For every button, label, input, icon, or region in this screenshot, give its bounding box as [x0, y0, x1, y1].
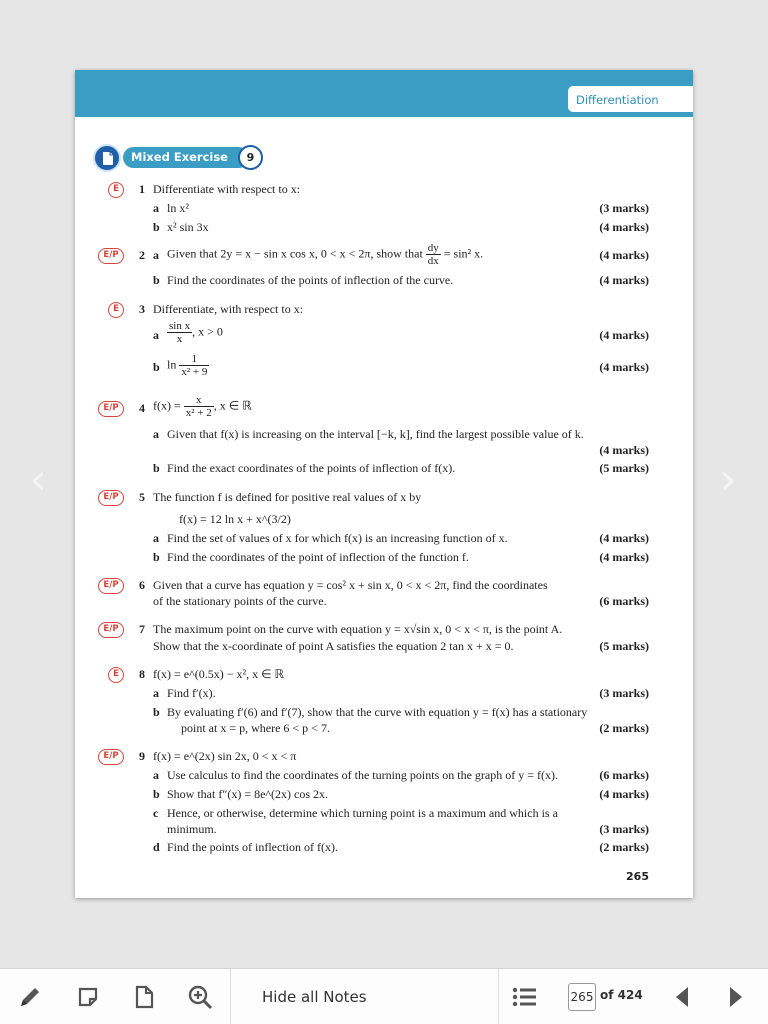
list-icon[interactable]: [510, 983, 538, 1011]
part-label: b: [153, 461, 160, 475]
exercise-number: 9: [238, 145, 263, 170]
marks: (4 marks): [599, 531, 649, 545]
prev-icon[interactable]: [668, 983, 696, 1011]
page-number-input[interactable]: 265: [568, 983, 596, 1011]
total-pages: of 424: [600, 988, 643, 1002]
note-icon[interactable]: [74, 983, 102, 1011]
question-text: [153, 394, 252, 424]
part-text-line2: minimum.: [167, 822, 217, 836]
toolbar-divider: [230, 969, 231, 1024]
document-icon: [93, 144, 121, 172]
part-text: Show that f″(x) = 8e^(2x) cos 2x.: [167, 787, 329, 801]
part-text: [167, 320, 223, 350]
question-text: Differentiate, with respect to x:: [153, 302, 304, 316]
part-label: b: [153, 787, 160, 801]
question-number: 8: [139, 667, 145, 681]
next-page-arrow-icon[interactable]: ›: [719, 454, 737, 505]
fraction-numerator: x: [184, 394, 214, 407]
zoom-in-icon[interactable]: [186, 983, 214, 1011]
question-text: The function f is defined for positive real values of x by: [153, 490, 422, 504]
fraction-numerator: 1: [179, 353, 209, 366]
page-icon[interactable]: [130, 983, 158, 1011]
function-fraction: [184, 394, 214, 419]
part-label: a: [153, 427, 159, 441]
fraction-numerator: sin x: [169, 320, 191, 332]
exam-problem-badge: E/P: [98, 248, 124, 264]
exam-problem-badge: E/P: [98, 401, 124, 417]
part-label: b: [153, 550, 160, 564]
part-text-tail: , x > 0: [192, 324, 223, 339]
marks: (5 marks): [599, 639, 649, 653]
question-number: 6: [139, 578, 145, 592]
question-number: 4: [139, 401, 145, 415]
function-definition: f(x) =: [153, 398, 181, 413]
part-text-main: ln: [167, 357, 177, 372]
part-text: [167, 353, 209, 383]
formula: f(x) = 12 ln x + x^(3/2): [179, 512, 291, 526]
reciprocal-fraction: [179, 353, 209, 378]
marks: (3 marks): [599, 822, 649, 836]
question-text: f(x) = e^(2x) sin 2x, 0 < x < π: [153, 749, 297, 763]
marks: (3 marks): [599, 686, 649, 700]
question-text: Differentiate with respect to x:: [153, 182, 301, 196]
marks: (6 marks): [599, 768, 649, 782]
book-page: [75, 70, 693, 898]
marks: (3 marks): [599, 201, 649, 215]
part-text-tail: = sin² x.: [443, 246, 484, 261]
part-text: Find f′(x).: [167, 686, 216, 700]
prev-page-arrow-icon[interactable]: ‹: [29, 454, 47, 505]
question-number: 1: [139, 182, 145, 196]
marks: (2 marks): [599, 721, 649, 735]
marks: (6 marks): [599, 594, 649, 608]
question-text-line2: Show that the x-coordinate of point A satisfies the equation 2 tan x + x = 0.: [153, 639, 514, 653]
pencil-icon[interactable]: [16, 983, 44, 1011]
part-label: b: [153, 705, 160, 719]
part-text: By evaluating f′(6) and f′(7), show that the curve with equation y = f(x) has a stationary: [167, 705, 588, 719]
mixed-exercise-header: [93, 144, 263, 172]
part-label: a: [153, 201, 159, 215]
exercise-label: Mixed Exercise: [123, 147, 249, 168]
question-number: 2: [139, 248, 145, 262]
part-text: Find the set of values of x for which f(x) is an increasing function of x.: [167, 531, 508, 545]
marks: (2 marks): [599, 840, 649, 854]
page-number: 265: [626, 870, 649, 883]
toolbar-divider: [498, 969, 499, 1024]
domain-text: , x ∈ ℝ: [213, 398, 252, 413]
hide-all-notes-button[interactable]: Hide all Notes: [262, 988, 367, 1006]
exam-problem-badge: E/P: [98, 578, 124, 594]
part-label: b: [153, 220, 160, 234]
exam-badge: E: [108, 302, 124, 318]
part-label: b: [153, 273, 160, 287]
part-text: Hence, or otherwise, determine which turning point is a maximum and which is a: [167, 806, 558, 820]
fraction-denominator: x² + 2: [185, 407, 212, 419]
part-text: Find the exact coordinates of the points of inflection of f(x).: [167, 461, 456, 475]
part-label: a: [153, 328, 159, 342]
marks: (4 marks): [599, 328, 649, 342]
marks: (4 marks): [599, 220, 649, 234]
exam-badge: E: [108, 182, 124, 198]
part-text: Find the points of inflection of f(x).: [167, 840, 338, 854]
question-text: f(x) = e^(0.5x) − x², x ∈ ℝ: [153, 667, 285, 681]
part-text: Use calculus to find the coordinates of the turning points on the graph of y = f(x).: [167, 768, 559, 782]
fraction-denominator: dx: [427, 255, 439, 267]
part-label: d: [153, 840, 160, 854]
exam-problem-badge: E/P: [98, 622, 124, 638]
part-text: [167, 242, 483, 270]
marks: (4 marks): [599, 360, 649, 374]
part-text: Find the coordinates of the points of inflection of the curve.: [167, 273, 454, 287]
part-text-main: Given that 2y = x − sin x cos x, 0 < x < 2π, show that: [167, 246, 423, 261]
part-text: Given that f(x) is increasing on the interval [−k, k], find the largest possible value of k.: [167, 427, 584, 441]
chapter-title: Differentiation: [568, 86, 693, 112]
bottom-toolbar: [0, 968, 768, 1024]
fraction-denominator: x: [176, 333, 183, 345]
exam-badge: E: [108, 667, 124, 683]
exam-problem-badge: E/P: [98, 749, 124, 765]
fraction-denominator: x² + 9: [181, 366, 208, 378]
marks: (4 marks): [599, 273, 649, 287]
question-number: 5: [139, 490, 145, 504]
part-label: a: [153, 768, 159, 782]
part-text: Find the coordinates of the point of inflection of the function f.: [167, 550, 469, 564]
part-text: ln x²: [167, 201, 189, 215]
part-label: a: [153, 248, 159, 262]
marks: (4 marks): [599, 248, 649, 262]
part-text-line2: point at x = p, where 6 < p < 7.: [181, 721, 330, 735]
question-text-line2: of the stationary points of the curve.: [153, 594, 327, 608]
marks: (4 marks): [599, 787, 649, 801]
marks: (4 marks): [599, 443, 649, 457]
exam-problem-badge: E/P: [98, 490, 124, 506]
question-text: The maximum point on the curve with equation y = x√sin x, 0 < x < π, is the point A.: [153, 622, 563, 636]
derivative-fraction: [426, 242, 441, 267]
part-text: x² sin 3x: [167, 220, 209, 234]
question-number: 7: [139, 622, 145, 636]
part-label: b: [153, 360, 160, 374]
part-label: a: [153, 686, 159, 700]
part-label: a: [153, 531, 159, 545]
next-icon[interactable]: [722, 983, 750, 1011]
question-number: 9: [139, 749, 145, 763]
question-text: Given that a curve has equation y = cos² x + sin x, 0 < x < 2π, find the coordinates: [153, 578, 548, 592]
fraction-numerator: dy: [427, 242, 439, 254]
question-number: 3: [139, 302, 145, 316]
part-label: c: [153, 806, 159, 820]
sinx-over-x-fraction: [167, 320, 192, 345]
marks: (5 marks): [599, 461, 649, 475]
marks: (4 marks): [599, 550, 649, 564]
